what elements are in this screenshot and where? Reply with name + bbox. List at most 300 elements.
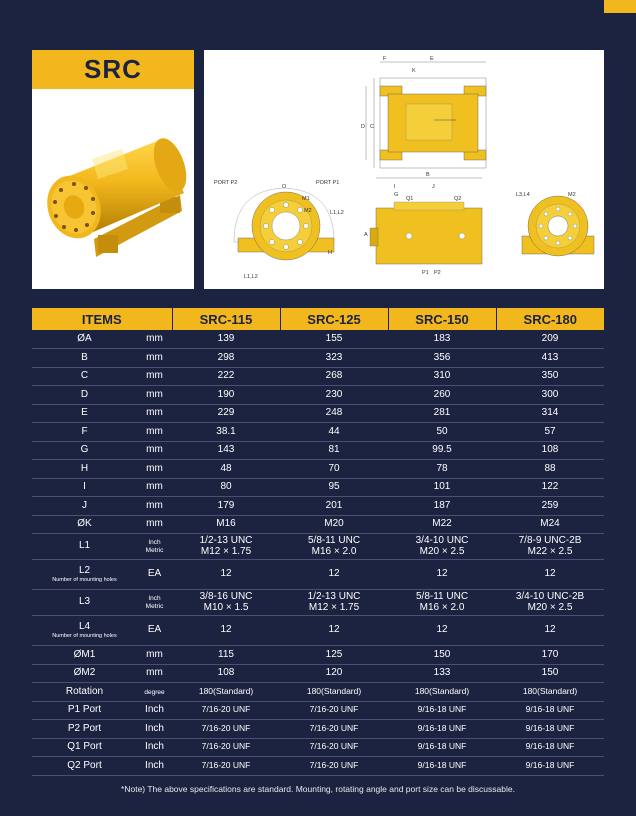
row-value [280, 534, 388, 560]
value-text: 9/16-18 UNF [525, 722, 575, 733]
row-item-label: L2 [78, 565, 91, 577]
table-row [32, 646, 604, 665]
row-item-label: ØM2 [73, 667, 96, 678]
row-value [388, 349, 496, 368]
svg-text:A: A [364, 232, 368, 238]
row-value [388, 478, 496, 497]
row-unit [137, 423, 172, 442]
row-value [280, 330, 388, 349]
front-view [364, 172, 482, 276]
value-text: 70 [328, 462, 340, 474]
value-metric: M20 × 2.5 [527, 601, 573, 613]
row-unit-label: mm [146, 667, 163, 678]
row-value [172, 720, 280, 739]
value-text: 180(Standard) [414, 685, 470, 696]
row-unit [137, 720, 172, 739]
row-value [280, 683, 388, 702]
row-value [496, 441, 604, 460]
row-item-label: L3 [78, 596, 91, 608]
value-text: M16 [216, 518, 236, 529]
svg-text:L1,L2: L1,L2 [244, 274, 258, 280]
row-unit-label: mm [146, 499, 163, 511]
side-view [214, 180, 344, 280]
row-value [388, 616, 496, 646]
row-value [388, 534, 496, 560]
row-unit-label: mm [146, 388, 163, 400]
value-text: 7/16-20 UNF [309, 741, 359, 751]
svg-text:PORT P1: PORT P1 [316, 180, 340, 186]
row-value [388, 757, 496, 776]
row-value [172, 404, 280, 423]
row-unit [137, 497, 172, 516]
row-value [496, 720, 604, 739]
row-value [280, 460, 388, 479]
value-metric: M12 × 1.75 [200, 545, 252, 557]
table-row [32, 683, 604, 702]
row-value [496, 646, 604, 665]
svg-text:O: O [282, 184, 287, 190]
row-unit [137, 367, 172, 386]
value-text: 9/16-18 UNF [417, 741, 467, 751]
row-value [388, 720, 496, 739]
value-text: 350 [541, 370, 559, 381]
row-value [388, 330, 496, 349]
row-item [32, 349, 137, 368]
row-value [496, 757, 604, 776]
value-text: 80 [220, 481, 232, 492]
row-item [32, 441, 137, 460]
row-unit-label: Inch [145, 741, 164, 752]
row-value [496, 590, 604, 616]
row-item [32, 560, 137, 590]
row-value [280, 478, 388, 497]
row-item [32, 738, 137, 757]
row-unit [137, 404, 172, 423]
table-row [32, 441, 604, 460]
value-metric: M10 × 1.5 [203, 601, 249, 613]
row-unit-inch: Inch [148, 538, 161, 546]
value-text: 281 [433, 407, 451, 418]
row-value [172, 664, 280, 683]
value-inch: 3/8-16 UNC [199, 591, 253, 602]
row-value [172, 757, 280, 776]
row-unit-metric: Metric [145, 546, 164, 554]
row-item-label: I [83, 481, 86, 492]
table-row [32, 478, 604, 497]
value-text: 7/16-20 UNF [309, 759, 359, 770]
value-text: 120 [325, 667, 343, 678]
row-value [496, 349, 604, 368]
row-value [496, 367, 604, 386]
row-value [280, 664, 388, 683]
row-value [280, 701, 388, 720]
value-text: 229 [217, 407, 235, 418]
row-unit-label: mm [146, 351, 163, 363]
row-value [496, 478, 604, 497]
value-text: 150 [433, 648, 451, 660]
row-value [496, 330, 604, 349]
spec-table [32, 308, 604, 776]
value-text: 44 [328, 425, 340, 437]
row-item-label: ØA [77, 332, 92, 344]
value-metric: M22 × 2.5 [527, 545, 573, 557]
table-row [32, 701, 604, 720]
svg-text:L3,L4: L3,L4 [516, 192, 530, 198]
value-text: 7/16-20 UNF [201, 722, 251, 733]
row-unit [137, 738, 172, 757]
value-text: 248 [325, 407, 343, 418]
row-item-label: D [80, 388, 89, 400]
table-row [32, 590, 604, 616]
table-row [32, 460, 604, 479]
row-unit [137, 664, 172, 683]
row-item [32, 330, 137, 349]
header-model: SRC-180 [496, 308, 604, 330]
row-unit-label: mm [146, 481, 163, 492]
row-item-label: C [80, 370, 89, 381]
value-text: 99.5 [432, 444, 452, 455]
header-items: ITEMS [32, 308, 172, 330]
row-item-label: F [81, 425, 88, 437]
value-text: 170 [541, 648, 559, 660]
row-unit-label: degree [144, 688, 165, 696]
row-value [388, 386, 496, 405]
row-unit [137, 330, 172, 349]
row-item [32, 460, 137, 479]
row-unit [137, 646, 172, 665]
svg-text:L1,L2: L1,L2 [330, 210, 344, 216]
row-value [280, 367, 388, 386]
value-text: 108 [217, 667, 235, 678]
row-unit [137, 616, 172, 646]
footnote: *Note) The above specifications are standard. Mounting, rotating angle and port size can be discussable. [121, 784, 515, 794]
row-item-label: ØK [77, 518, 92, 529]
row-unit [137, 478, 172, 497]
row-unit [137, 349, 172, 368]
value-text: 12 [220, 624, 232, 636]
row-unit-label: mm [146, 332, 163, 344]
row-item-label: L1 [78, 540, 91, 552]
table-row [32, 720, 604, 739]
row-value [280, 404, 388, 423]
value-text: 9/16-18 UNF [525, 741, 575, 751]
spec-table-header [32, 308, 604, 330]
row-item [32, 757, 137, 776]
row-value [496, 683, 604, 702]
table-row [32, 534, 604, 560]
row-value [172, 646, 280, 665]
row-value [172, 590, 280, 616]
value-text: M22 [432, 518, 452, 529]
row-unit [137, 534, 172, 560]
value-text: 12 [436, 568, 448, 580]
row-value [388, 560, 496, 590]
row-unit-label: mm [146, 518, 163, 529]
table-row [32, 386, 604, 405]
table-row [32, 560, 604, 590]
row-value [172, 349, 280, 368]
row-value [280, 646, 388, 665]
svg-text:Q1: Q1 [406, 196, 414, 202]
svg-text:M2: M2 [568, 192, 576, 198]
value-text: 12 [220, 568, 232, 580]
value-text: 12 [544, 624, 556, 636]
row-item [32, 423, 137, 442]
table-row [32, 515, 604, 534]
svg-text:I: I [394, 184, 396, 190]
row-item [32, 590, 137, 616]
value-text: 183 [433, 332, 451, 344]
value-text: 7/16-20 UNF [309, 722, 359, 733]
svg-text:J: J [432, 184, 435, 190]
header-model: SRC-125 [280, 308, 388, 330]
value-text: 310 [433, 370, 451, 381]
value-text: 180(Standard) [522, 685, 578, 696]
value-text: 180(Standard) [306, 685, 362, 696]
row-item [32, 497, 137, 516]
row-value [280, 515, 388, 534]
value-text: 180(Standard) [198, 685, 254, 696]
row-value [388, 683, 496, 702]
value-text: 179 [217, 499, 235, 511]
row-value [172, 560, 280, 590]
value-text: 209 [541, 332, 559, 344]
row-value [388, 515, 496, 534]
row-item-note: Number of mounting holes [52, 576, 117, 583]
row-value [280, 560, 388, 590]
row-value [280, 386, 388, 405]
svg-text:PORT P2: PORT P2 [214, 180, 238, 186]
svg-text:M2: M2 [304, 208, 312, 214]
row-value [496, 460, 604, 479]
value-text: 9/16-18 UNF [417, 759, 467, 770]
value-text: 298 [217, 351, 235, 363]
row-unit-label: Inch [145, 759, 164, 771]
row-value [496, 515, 604, 534]
value-text: 155 [325, 332, 343, 344]
dimension-drawing [204, 50, 604, 289]
value-text: 230 [325, 388, 343, 400]
value-inch: 5/8-11 UNC [415, 591, 469, 602]
svg-text:B: B [426, 172, 430, 178]
value-inch: 5/8-11 UNC [307, 535, 361, 546]
value-inch: 1/2-13 UNC [199, 535, 253, 546]
value-text: 323 [325, 351, 343, 363]
table-row [32, 367, 604, 386]
value-text: 7/16-20 UNF [201, 741, 251, 751]
rotary-actuator-illustration [32, 89, 194, 289]
technical-drawing [204, 50, 604, 289]
value-inch: 3/4-10 UNC [415, 535, 469, 546]
product-title: SRC [32, 50, 194, 89]
row-value [496, 664, 604, 683]
table-row [32, 497, 604, 516]
value-metric: M20 × 2.5 [419, 545, 465, 557]
value-text: 356 [433, 351, 451, 363]
spec-table-body [32, 330, 604, 775]
row-item [32, 478, 137, 497]
row-value [172, 738, 280, 757]
value-text: M24 [540, 518, 560, 529]
row-unit [137, 515, 172, 534]
value-inch: 7/8-9 UNC-2B [518, 535, 582, 546]
row-item [32, 701, 137, 720]
row-value [388, 404, 496, 423]
value-text: 78 [436, 462, 448, 474]
table-row [32, 423, 604, 442]
value-metric: M12 × 1.75 [308, 601, 360, 613]
value-text: 201 [325, 499, 343, 511]
svg-text:K: K [412, 68, 416, 74]
value-text: 222 [217, 370, 235, 381]
header-model: SRC-150 [388, 308, 496, 330]
row-value [496, 534, 604, 560]
row-unit-label: mm [146, 444, 163, 455]
value-text: 314 [541, 407, 559, 418]
svg-text:F: F [383, 56, 387, 62]
row-value [280, 720, 388, 739]
value-text: 125 [325, 648, 343, 660]
row-value [280, 590, 388, 616]
product-photo [32, 89, 194, 289]
value-text: 95 [328, 481, 340, 492]
svg-text:Q2: Q2 [454, 196, 462, 202]
row-unit [137, 560, 172, 590]
row-value [388, 423, 496, 442]
row-value [172, 367, 280, 386]
value-text: 187 [433, 499, 451, 511]
value-inch: 3/4-10 UNC-2B [515, 591, 585, 602]
row-item [32, 646, 137, 665]
row-value [172, 497, 280, 516]
row-value [496, 423, 604, 442]
row-value [388, 441, 496, 460]
value-text: 190 [217, 388, 235, 400]
value-text: M20 [324, 518, 344, 529]
value-metric: M16 × 2.0 [311, 545, 357, 557]
row-value [388, 367, 496, 386]
value-text: 7/16-20 UNF [201, 704, 251, 714]
row-item [32, 386, 137, 405]
svg-text:E: E [430, 56, 434, 62]
table-row [32, 664, 604, 683]
row-unit-label: mm [146, 462, 163, 474]
row-value [172, 441, 280, 460]
row-value [280, 738, 388, 757]
row-unit [137, 757, 172, 776]
value-text: 413 [541, 351, 559, 363]
row-unit-label: EA [147, 624, 162, 636]
row-item-label: E [81, 407, 88, 418]
table-row [32, 616, 604, 646]
value-text: 48 [220, 462, 232, 474]
end-view [516, 192, 594, 256]
row-value [172, 330, 280, 349]
row-value [388, 590, 496, 616]
svg-text:G: G [394, 192, 399, 198]
value-text: 259 [541, 499, 559, 511]
row-item-label: P1 Port [67, 704, 102, 715]
row-unit [137, 701, 172, 720]
value-text: 9/16-18 UNF [417, 704, 467, 714]
value-text: 81 [328, 444, 340, 455]
row-unit-label: mm [146, 648, 163, 660]
svg-text:P1: P1 [422, 270, 429, 276]
value-text: 101 [433, 481, 451, 492]
value-text: 268 [325, 370, 343, 381]
row-unit-inch: Inch [148, 594, 161, 602]
table-row [32, 349, 604, 368]
row-item [32, 515, 137, 534]
row-value [496, 404, 604, 423]
row-value [280, 757, 388, 776]
row-unit-label: EA [147, 568, 162, 580]
row-unit [137, 460, 172, 479]
row-unit-label: Inch [145, 722, 164, 734]
value-text: 9/16-18 UNF [525, 759, 575, 770]
table-row [32, 330, 604, 349]
row-value [172, 534, 280, 560]
row-item-label: G [80, 444, 89, 455]
row-value [280, 497, 388, 516]
row-item [32, 720, 137, 739]
header-model: SRC-115 [172, 308, 280, 330]
row-value [496, 616, 604, 646]
row-value [496, 386, 604, 405]
svg-text:H: H [328, 250, 332, 256]
row-value [280, 616, 388, 646]
row-item [32, 367, 137, 386]
value-text: 12 [328, 568, 340, 580]
value-text: 143 [217, 444, 235, 455]
row-value [172, 460, 280, 479]
row-value [496, 738, 604, 757]
row-item-label: J [82, 499, 87, 511]
value-text: 9/16-18 UNF [417, 722, 467, 733]
row-unit [137, 386, 172, 405]
row-item-label: Rotation [65, 685, 104, 697]
top-view [361, 56, 486, 168]
row-item [32, 683, 137, 702]
value-text: 133 [433, 667, 451, 678]
value-text: 12 [436, 624, 448, 636]
value-text: 9/16-18 UNF [525, 704, 575, 714]
row-value [496, 560, 604, 590]
row-value [496, 701, 604, 720]
row-item-label: B [81, 351, 88, 363]
row-unit-label: mm [146, 425, 163, 437]
row-value [172, 478, 280, 497]
row-value [172, 683, 280, 702]
table-row [32, 404, 604, 423]
row-value [280, 349, 388, 368]
row-unit-label: Inch [145, 704, 164, 715]
value-text: 57 [544, 425, 556, 437]
row-item [32, 404, 137, 423]
row-value [388, 497, 496, 516]
row-item-note: Number of mounting holes [52, 632, 117, 639]
row-unit-label: mm [146, 370, 163, 381]
row-value [388, 460, 496, 479]
value-text: 115 [218, 648, 234, 660]
value-text: 150 [541, 667, 559, 678]
row-unit [137, 683, 172, 702]
svg-text:C: C [370, 124, 374, 130]
table-row [32, 738, 604, 757]
row-unit [137, 441, 172, 460]
row-value [172, 423, 280, 442]
value-text: 38.1 [216, 425, 236, 437]
